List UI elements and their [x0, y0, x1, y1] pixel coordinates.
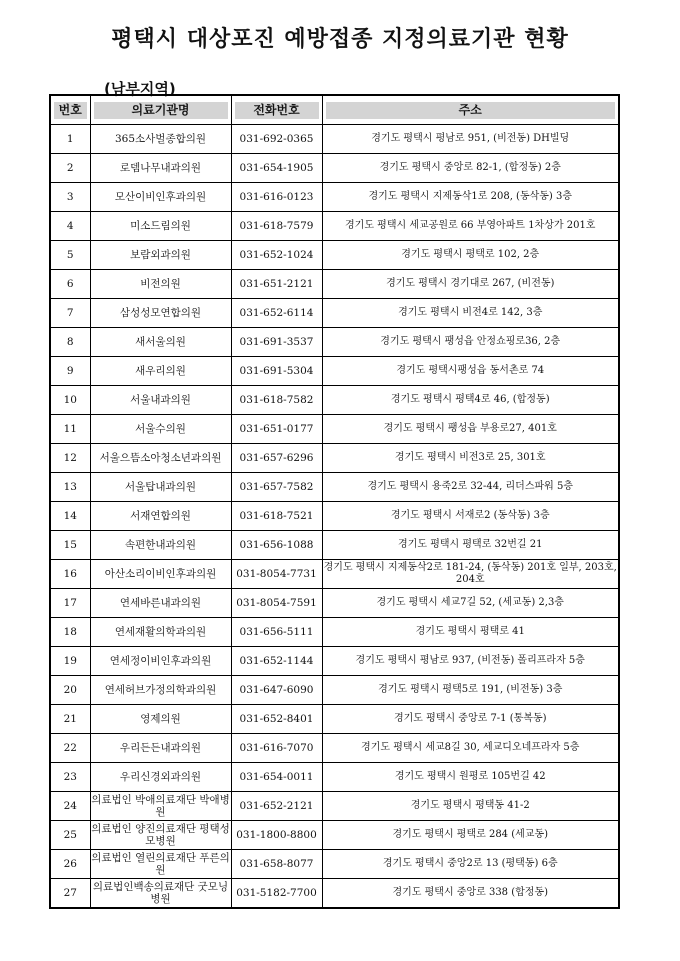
table-row — [50, 589, 619, 618]
row-number: 8 — [50, 328, 90, 357]
row-number: 25 — [50, 821, 90, 850]
address: 경기도 평택시 평택로 284 (세교동) — [322, 821, 619, 850]
page-title: 평택시 대상포진 예방접종 지정의료기관 현황 — [111, 27, 569, 52]
address: 경기도 평택시 평택4로 46, (합정동) — [322, 386, 619, 415]
phone-number: 031-8054-7731 — [231, 560, 322, 589]
phone-number: 031-616-7070 — [231, 734, 322, 763]
clinic-table — [49, 94, 620, 909]
row-number: 6 — [50, 270, 90, 299]
table-row — [50, 879, 619, 909]
clinic-name: 비전의원 — [90, 270, 231, 299]
row-number: 16 — [50, 560, 90, 589]
clinic-name: 속편한내과의원 — [90, 531, 231, 560]
clinic-name: 연세바른내과의원 — [90, 589, 231, 618]
phone-number: 031-1800-8800 — [231, 821, 322, 850]
clinic-name: 새서울의원 — [90, 328, 231, 357]
phone-number: 031-654-0011 — [231, 763, 322, 792]
header-name-label: 의료기관명 — [94, 102, 228, 119]
address: 경기도 평택시 중앙로 82-1, (합정동) 2층 — [322, 154, 619, 183]
row-number: 18 — [50, 618, 90, 647]
phone-number: 031-8054-7591 — [231, 589, 322, 618]
header-cell-address — [322, 95, 619, 125]
table-row — [50, 531, 619, 560]
address: 경기도 평택시 경기대로 267, (비전동) — [322, 270, 619, 299]
clinic-name: 의료법인 열린의료재단 푸른의원 — [90, 850, 231, 879]
row-number: 22 — [50, 734, 90, 763]
clinic-name: 새우리의원 — [90, 357, 231, 386]
phone-number: 031-691-5304 — [231, 357, 322, 386]
phone-number: 031-652-6114 — [231, 299, 322, 328]
address: 경기도 평택시 원평로 105번길 42 — [322, 763, 619, 792]
row-number: 3 — [50, 183, 90, 212]
table-row — [50, 270, 619, 299]
address: 경기도 평택시 세교7길 52, (세교동) 2,3층 — [322, 589, 619, 618]
table-row — [50, 125, 619, 154]
address: 경기도 평택시 팽성읍 안정쇼핑로36, 2층 — [322, 328, 619, 357]
address: 경기도 평택시 평택로 32번길 21 — [322, 531, 619, 560]
row-number: 26 — [50, 850, 90, 879]
table-row — [50, 850, 619, 879]
row-number: 11 — [50, 415, 90, 444]
row-number: 4 — [50, 212, 90, 241]
clinic-name: 서울내과의원 — [90, 386, 231, 415]
clinic-name: 영제의원 — [90, 705, 231, 734]
table-row — [50, 502, 619, 531]
address: 경기도 평택시 중앙로 338 (합정동) — [322, 879, 619, 909]
phone-number: 031-692-0365 — [231, 125, 322, 154]
clinic-name: 삼성성모연합의원 — [90, 299, 231, 328]
table-row — [50, 357, 619, 386]
phone-number: 031-658-8077 — [231, 850, 322, 879]
phone-number: 031-618-7579 — [231, 212, 322, 241]
address: 경기도 평택시 지제동삭1로 208, (동삭동) 3층 — [322, 183, 619, 212]
phone-number: 031-616-0123 — [231, 183, 322, 212]
header-phone-label: 전화번호 — [235, 102, 319, 119]
table-row — [50, 821, 619, 850]
row-number: 9 — [50, 357, 90, 386]
row-number: 23 — [50, 763, 90, 792]
table-row — [50, 618, 619, 647]
table-row — [50, 560, 619, 589]
row-number: 10 — [50, 386, 90, 415]
phone-number: 031-618-7582 — [231, 386, 322, 415]
address: 경기도 평택시 지제동삭2로 181-24, (동삭동) 201호 일부, 203호, 204호 — [322, 560, 619, 589]
phone-number: 031-651-0177 — [231, 415, 322, 444]
table-row — [50, 241, 619, 270]
phone-number: 031-657-7582 — [231, 473, 322, 502]
address: 경기도 평택시 세교공원로 66 부영아파트 1차상가 201호 — [322, 212, 619, 241]
table-body — [50, 125, 619, 909]
header-address-label: 주소 — [326, 102, 616, 119]
table-row — [50, 792, 619, 821]
clinic-name: 로뎀나무내과의원 — [90, 154, 231, 183]
row-number: 5 — [50, 241, 90, 270]
row-number: 7 — [50, 299, 90, 328]
phone-number: 031-647-6090 — [231, 676, 322, 705]
clinic-name: 미소드림의원 — [90, 212, 231, 241]
address: 경기도 평택시팽성읍 동서촌로 74 — [322, 357, 619, 386]
table-row — [50, 444, 619, 473]
header-number-label: 번호 — [54, 102, 87, 119]
clinic-name: 연세정이비인후과의원 — [90, 647, 231, 676]
address: 경기도 평택시 용죽2로 32-44, 리더스파워 5층 — [322, 473, 619, 502]
address: 경기도 평택시 중앙로 7-1 (통복동) — [322, 705, 619, 734]
row-number: 15 — [50, 531, 90, 560]
address: 경기도 평택시 평택동 41-2 — [322, 792, 619, 821]
clinic-name: 보람외과의원 — [90, 241, 231, 270]
table-row — [50, 705, 619, 734]
region-label: (남부지역) — [104, 80, 176, 98]
row-number: 21 — [50, 705, 90, 734]
address: 경기도 평택시 서재로2 (동삭동) 3층 — [322, 502, 619, 531]
address: 경기도 평택시 비전4로 142, 3층 — [322, 299, 619, 328]
row-number: 20 — [50, 676, 90, 705]
row-number: 14 — [50, 502, 90, 531]
row-number: 27 — [50, 879, 90, 909]
address: 경기도 평택시 세교8길 30, 세교디오네프라자 5층 — [322, 734, 619, 763]
header-cell-number — [50, 95, 90, 125]
table-row — [50, 415, 619, 444]
table-row — [50, 676, 619, 705]
header-cell-name — [90, 95, 231, 125]
table-row — [50, 154, 619, 183]
clinic-name: 의료법인 박애의료재단 박애병원 — [90, 792, 231, 821]
phone-number: 031-652-1024 — [231, 241, 322, 270]
clinic-name: 모산이비인후과의원 — [90, 183, 231, 212]
phone-number: 031-657-6296 — [231, 444, 322, 473]
address: 경기도 평택시 평남로 937, (비전동) 폴리프라자 5층 — [322, 647, 619, 676]
phone-number: 031-652-2121 — [231, 792, 322, 821]
address: 경기도 평택시 평택5로 191, (비전동) 3층 — [322, 676, 619, 705]
clinic-name: 의료법인 양진의료재단 평택성모병원 — [90, 821, 231, 850]
table-row — [50, 183, 619, 212]
clinic-name: 우리든든내과의원 — [90, 734, 231, 763]
header-cell-phone — [231, 95, 322, 125]
row-number: 19 — [50, 647, 90, 676]
address: 경기도 평택시 평택로 41 — [322, 618, 619, 647]
row-number: 2 — [50, 154, 90, 183]
table-row — [50, 299, 619, 328]
phone-number: 031-5182-7700 — [231, 879, 322, 909]
clinic-name: 의료법인백송의료재단 굿모닝병원 — [90, 879, 231, 909]
clinic-name: 아산소리이비인후과의원 — [90, 560, 231, 589]
address: 경기도 평택시 팽성읍 부용로27, 401호 — [322, 415, 619, 444]
phone-number: 031-651-2121 — [231, 270, 322, 299]
clinic-name: 우리신경외과의원 — [90, 763, 231, 792]
phone-number: 031-652-1144 — [231, 647, 322, 676]
row-number: 24 — [50, 792, 90, 821]
clinic-name: 연세재활의학과의원 — [90, 618, 231, 647]
phone-number: 031-691-3537 — [231, 328, 322, 357]
clinic-name: 서울탑내과의원 — [90, 473, 231, 502]
address: 경기도 평택시 평남로 951, (비전동) DH빌딩 — [322, 125, 619, 154]
row-number: 1 — [50, 125, 90, 154]
phone-number: 031-656-1088 — [231, 531, 322, 560]
row-number: 17 — [50, 589, 90, 618]
address: 경기도 평택시 평택로 102, 2층 — [322, 241, 619, 270]
table-row — [50, 734, 619, 763]
clinic-name: 서울수의원 — [90, 415, 231, 444]
phone-number: 031-618-7521 — [231, 502, 322, 531]
clinic-name: 365소사벌종합의원 — [90, 125, 231, 154]
address: 경기도 평택시 중앙2로 13 (평택동) 6층 — [322, 850, 619, 879]
row-number: 12 — [50, 444, 90, 473]
table-row — [50, 212, 619, 241]
phone-number: 031-652-8401 — [231, 705, 322, 734]
phone-number: 031-654-1905 — [231, 154, 322, 183]
row-number: 13 — [50, 473, 90, 502]
table-row — [50, 328, 619, 357]
clinic-name: 서재연합의원 — [90, 502, 231, 531]
table-row — [50, 647, 619, 676]
address: 경기도 평택시 비전3로 25, 301호 — [322, 444, 619, 473]
table-row — [50, 763, 619, 792]
phone-number: 031-656-5111 — [231, 618, 322, 647]
table-row — [50, 473, 619, 502]
table-row — [50, 386, 619, 415]
clinic-name: 서울으뜸소아청소년과의원 — [90, 444, 231, 473]
table-header-row — [50, 95, 619, 125]
clinic-name: 연세허브가정의학과의원 — [90, 676, 231, 705]
